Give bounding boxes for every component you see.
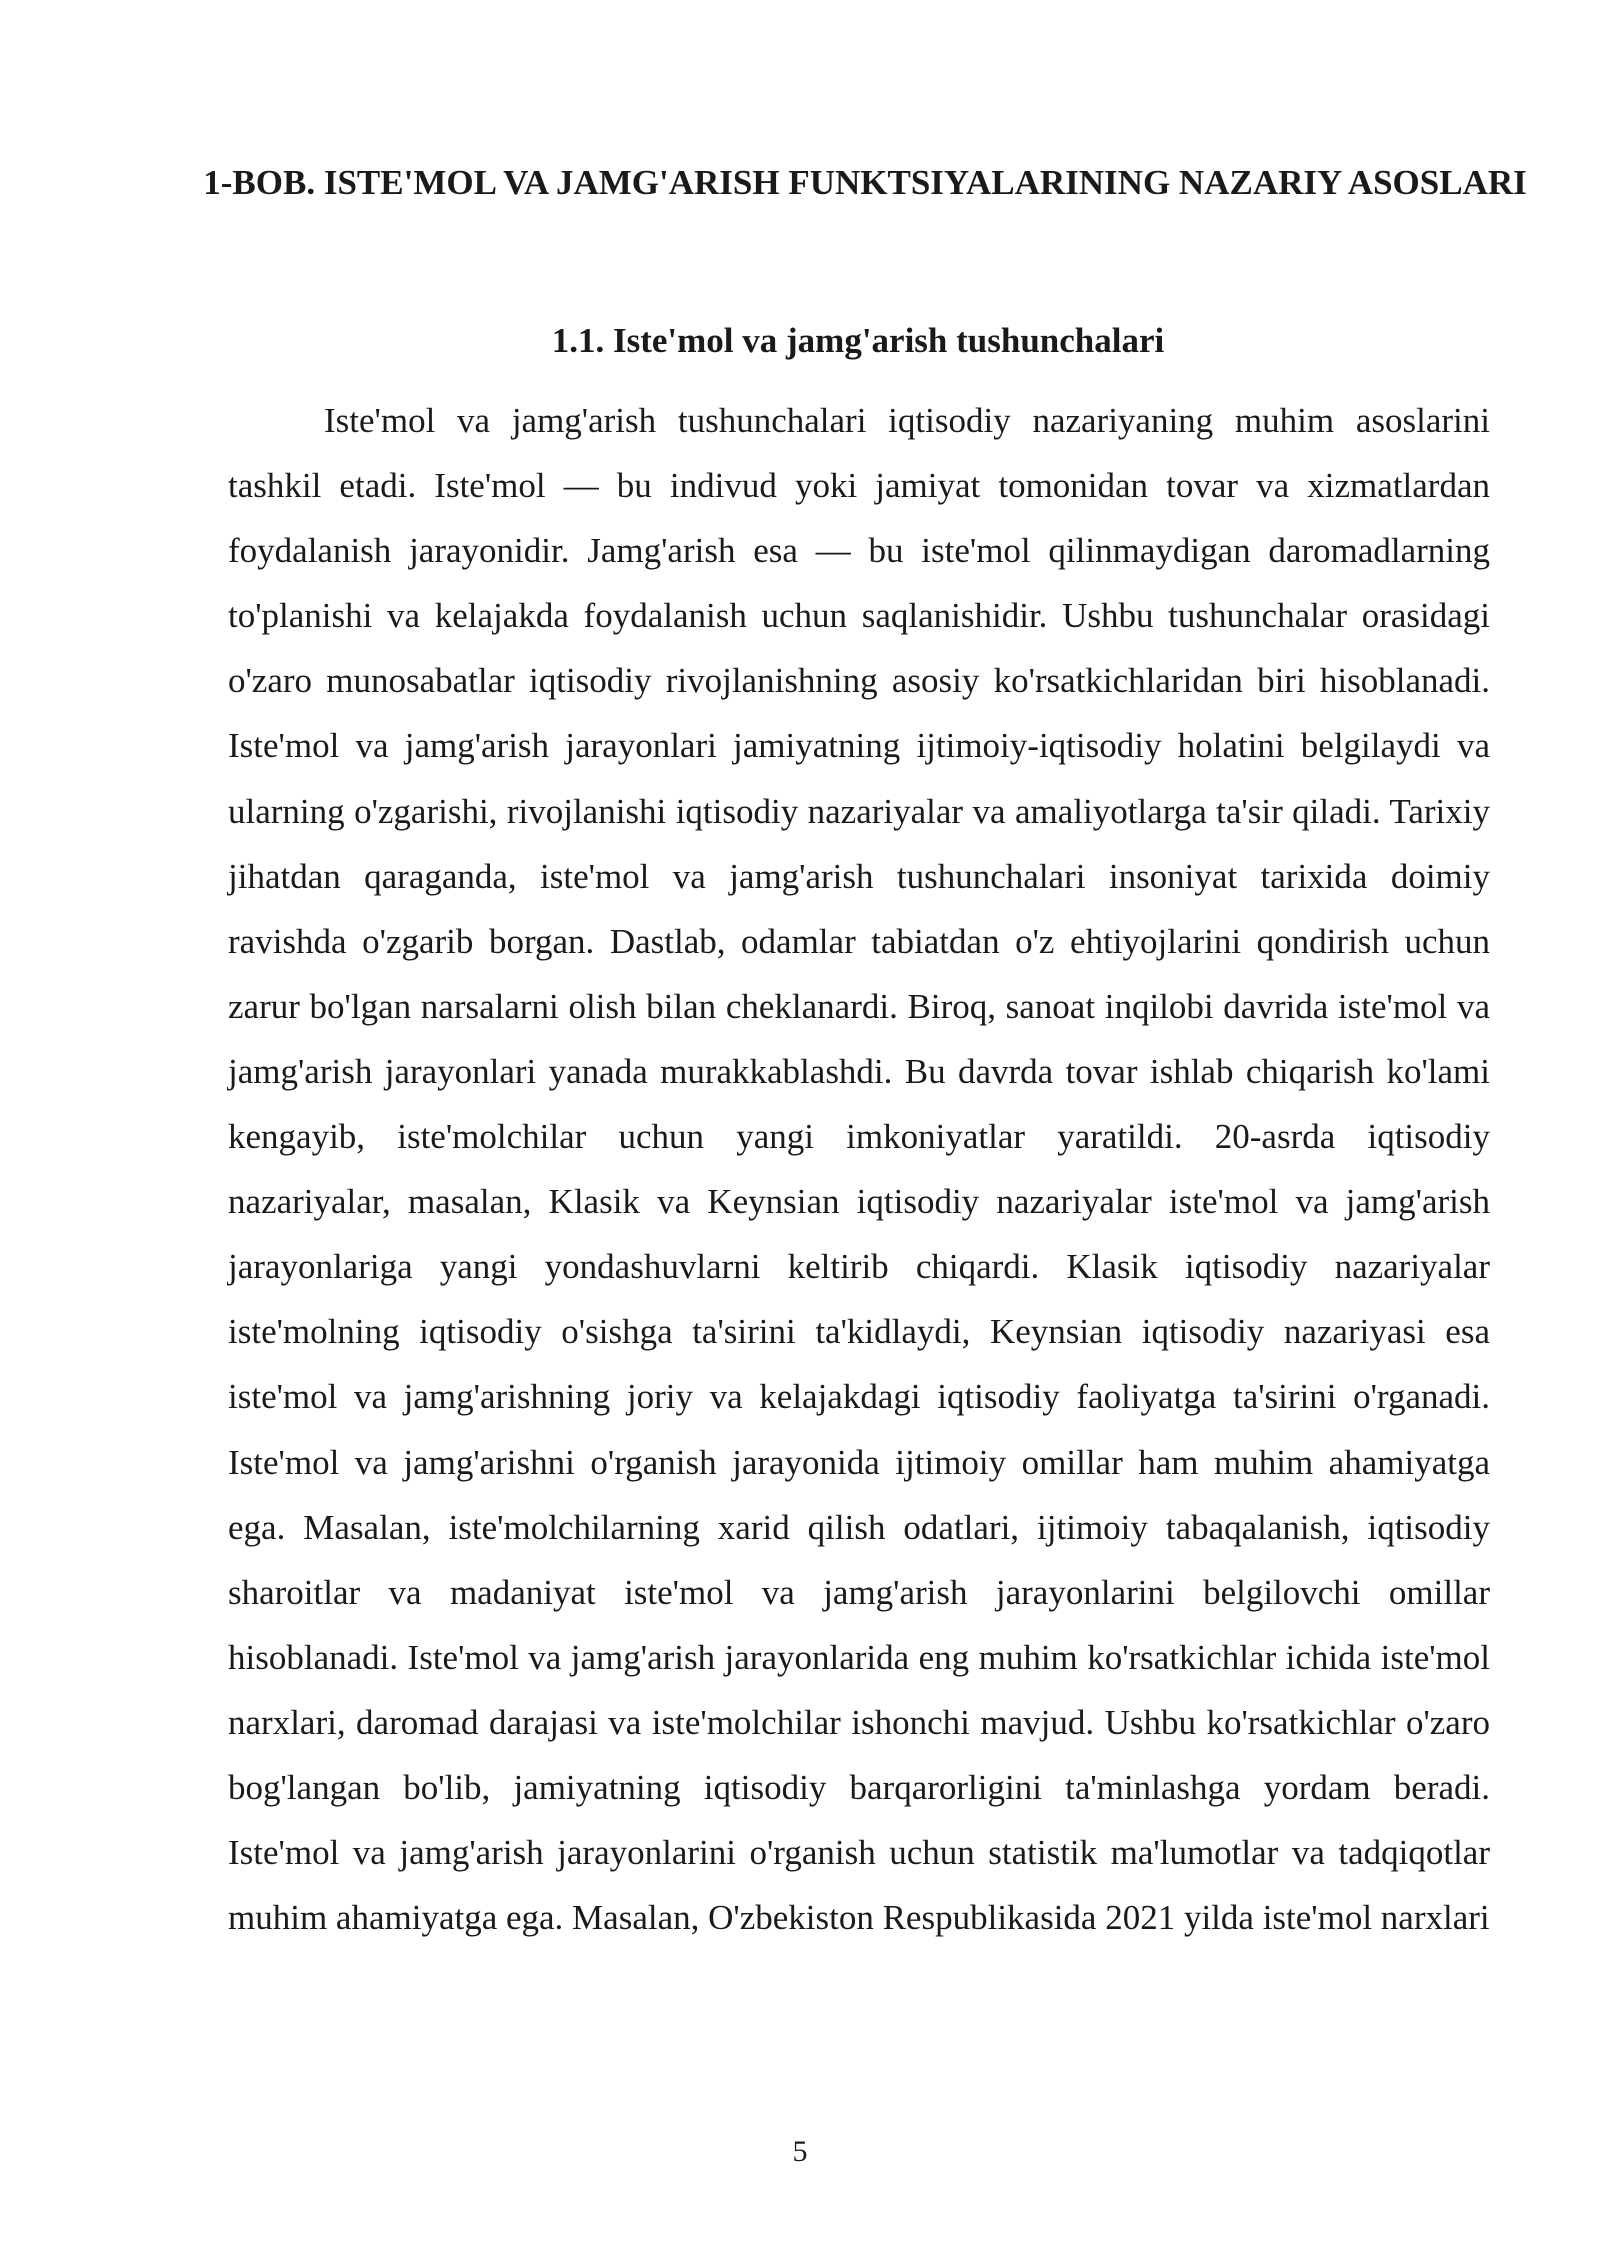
chapter-title: 1-BOB. ISTE'MOL VA JAMG'ARISH FUNKTSIYALARINING NAZARIY ASOSLARI — [203, 163, 1527, 202]
section-title: 1.1. Iste'mol va jamg'arish tushunchalari — [551, 321, 1165, 360]
body-paragraph: Iste'mol va jamg'arish tushunchalari iqtisodiy nazariyaning muhim asoslarini tashkil etadi. Iste'mol — bu indivud yoki jamiyat tomonidan tovar va xizmatlardan foydalanish jarayonidir. Jamg'arish esa — bu iste'mol qilinmaydigan daromadlarning to'planishi va kelajakda foydalanish uchun saqlanishidir. Ushbu tushunchalar orasidagi o'zaro munosabatlar iqtisodiy rivojlanishning asosiy ko'rsatkichlaridan biri hisoblanadi. Iste'mol va jamg'arish jarayonlari jamiyatning ijtimoiy-iqtisodiy holatini belgilaydi va ularning o'zgarishi, rivojlanishi iqtisodiy nazariyalar va amaliyotlarga ta'sir qiladi. Tarixiy jihatdan qaraganda, iste'mol va jamg'arish tushunchalari insoniyat tarixida doimiy ravishda o'zgarib borgan. Dastlab, odamlar tabiatdan o'z ehtiyojlarini qondirish uchun zarur bo'lgan narsalarni olish bilan cheklanardi. Biroq, sanoat inqilobi davrida iste'mol va jamg'arish jarayonlari yanada murakkablashdi. Bu davrda tovar ishlab chiqarish ko'lami kengayib, iste'molchilar uchun yangi imkoniyatlar yaratildi. 20-asrda iqtisodiy nazariyalar, masalan, Klasik va Keynsian iqtisodiy nazariyalar iste'mol va jamg'arish jarayonlariga yangi yondashuvlarni keltirib chiqardi. Klasik iqtisodiy nazariyalar iste'molning iqtisodiy o'sishga ta'sirini ta'kidlaydi, Keynsian iqtisodiy nazariyasi esa iste'mol va jamg'arishning joriy va kelajakdagi iqtisodiy faoliyatga ta'sirini o'rganadi. Iste'mol va jamg'arishni o'rganish jarayonida ijtimoiy omillar ham muhim ahamiyatga ega. Masalan, iste'molchilarning xarid qilish odatlari, ijtimoiy tabaqalanish, iqtisodiy sharoitlar va madaniyat iste'mol va jamg'arish jarayonlarini belgilovchi omillar hisoblanadi. Iste'mol va jamg'arish jarayonlarida eng muhim ko'rsatkichlar ichida iste'mol narxlari, daromad darajasi va iste'molchilar ishonchi mavjud. Ushbu ko'rsatkichlar o'zaro bog'langan bo'lib, jamiyatning iqtisodiy barqarorligini ta'minlashga yordam beradi. Iste'mol va jamg'arish jarayonlarini o'rganish uchun statistik ma'lumotlar va tadqiqotlar muhim ahamiyatga ega. Masalan, O'zbekiston Respublikasida 2021 yilda iste'mol narxlari — [228, 401, 1490, 1938]
page-number: 5 — [792, 2135, 808, 2168]
